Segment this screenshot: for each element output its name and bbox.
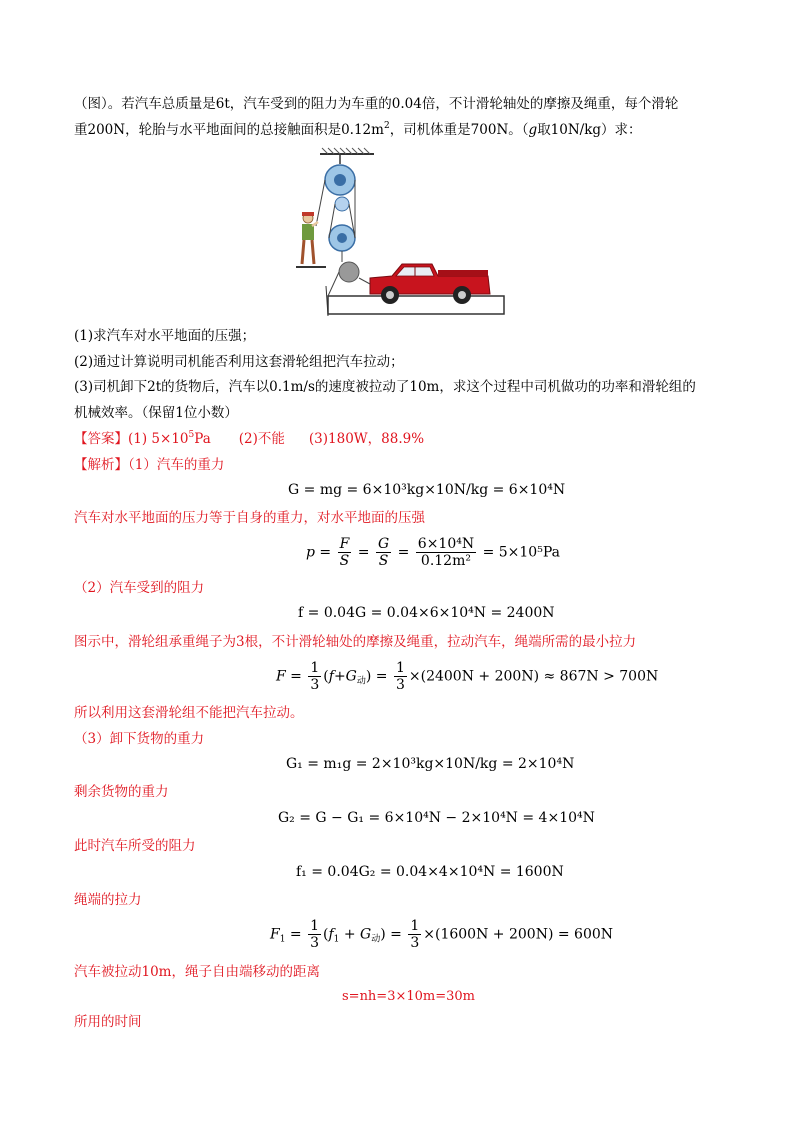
analysis-section-3-title: （3）卸下货物的重力 (74, 731, 205, 747)
answer-2: (2)不能 (238, 431, 285, 447)
driver-person-icon (302, 212, 318, 264)
question-2: (2)通过计算说明司机能否利用这套滑轮组把汽车拉动； (74, 354, 404, 370)
analysis-section-3-text-5: 所用的时间 (74, 1014, 142, 1030)
equation-2: p = $\frac{F}{S}$ = $\frac{G}{S}$ = $\frac{\text{6×10⁴N}}{\text{0.12m²}}$ = 5×10⁵Pa (306, 536, 560, 569)
analysis-section-1-text: 汽车对水平地面的压力等于自身的重力，对水平地面的压强 (74, 510, 425, 526)
problem-line-1: （图）。若汽车总质量是6t，汽车受到的阻力为车重的0.04倍，不计滑轮轴处的摩擦及绳重，每个滑轮 (74, 96, 679, 112)
equation-5: G₁ = m₁g = 2×10³kg×10N/kg = 2×10⁴N (286, 756, 575, 772)
answer-line: 【答案】(1) $5\times 10^5Pa$ (2)不能 (3)180W，88.9% (74, 430, 425, 447)
analysis-section-2-conclusion: 所以利用这套滑轮组不能把汽车拉动。 (74, 705, 304, 721)
equation-6: G₂ = G − G₁ = 6×10⁴N − 2×10⁴N = 4×10⁴N (278, 810, 595, 826)
car-ground (328, 296, 504, 314)
analysis-section-1-title: 【解析】（1）汽车的重力 (74, 457, 225, 473)
answer-label: 【答案】 (74, 431, 128, 447)
question-3-line-1: (3)司机卸下2t的货物后，汽车以0.1m/s的速度被拉动了10m，求这个过程中司机做功的功率和滑轮组的 (74, 379, 696, 395)
pulley-car-figure (292, 146, 510, 318)
answer-3: (3)180W，88.9% (308, 431, 425, 447)
question-1: (1)求汽车对水平地面的压强； (74, 328, 256, 344)
red-car-icon (359, 264, 490, 304)
equation-8: $F_1$ = $\frac{1}{3}$ $(f_1 + G_动)$ = $\frac{1}{3}$ ×(1600N + 200N) = 600N (270, 918, 614, 951)
hook-weight (339, 262, 359, 282)
equation-7: f₁ = 0.04G₂ = 0.04×4×10⁴N = 1600N (296, 864, 564, 880)
equation-3: f = 0.04G = 0.04×6×10⁴N = 2400N (298, 605, 555, 621)
analysis-section-3-text-3: 绳端的拉力 (74, 892, 142, 908)
analysis-section-3-text-4: 汽车被拉动10m，绳子自由端移动的距离 (74, 964, 320, 980)
equation-1: G = mg = 6×10³kg×10N/kg = 6×10⁴N (288, 482, 566, 498)
analysis-section-3-text-2: 此时汽车所受的阻力 (74, 838, 196, 854)
analysis-section-3-text-1: 剩余货物的重力 (74, 784, 169, 800)
equation-9: s=nh=3×10m=30m (342, 989, 475, 1004)
small-pulley (335, 197, 349, 211)
analysis-section-2-title: （2）汽车受到的阻力 (74, 580, 205, 596)
analysis-label: 【解析】 (74, 457, 128, 473)
equation-4: F = $\frac{1}{3}$ $(f+G_动)$ = $\frac{1}{3}$ ×(2400N + 200N) ≈ 867N > 700N (276, 660, 659, 693)
analysis-section-2-text: 图示中，滑轮组承重绳子为3根，不计滑轮轴处的摩擦及绳重，拉动汽车，绳端所需的最小拉力 (74, 634, 637, 650)
question-3-line-2: 机械效率。（保留1位小数） (74, 405, 238, 421)
problem-line-2: 重200N，轮胎与水平地面间的总接触面积是$0.12m^2$，司机体重是700N。（g取10N/kg）求： (74, 121, 642, 138)
